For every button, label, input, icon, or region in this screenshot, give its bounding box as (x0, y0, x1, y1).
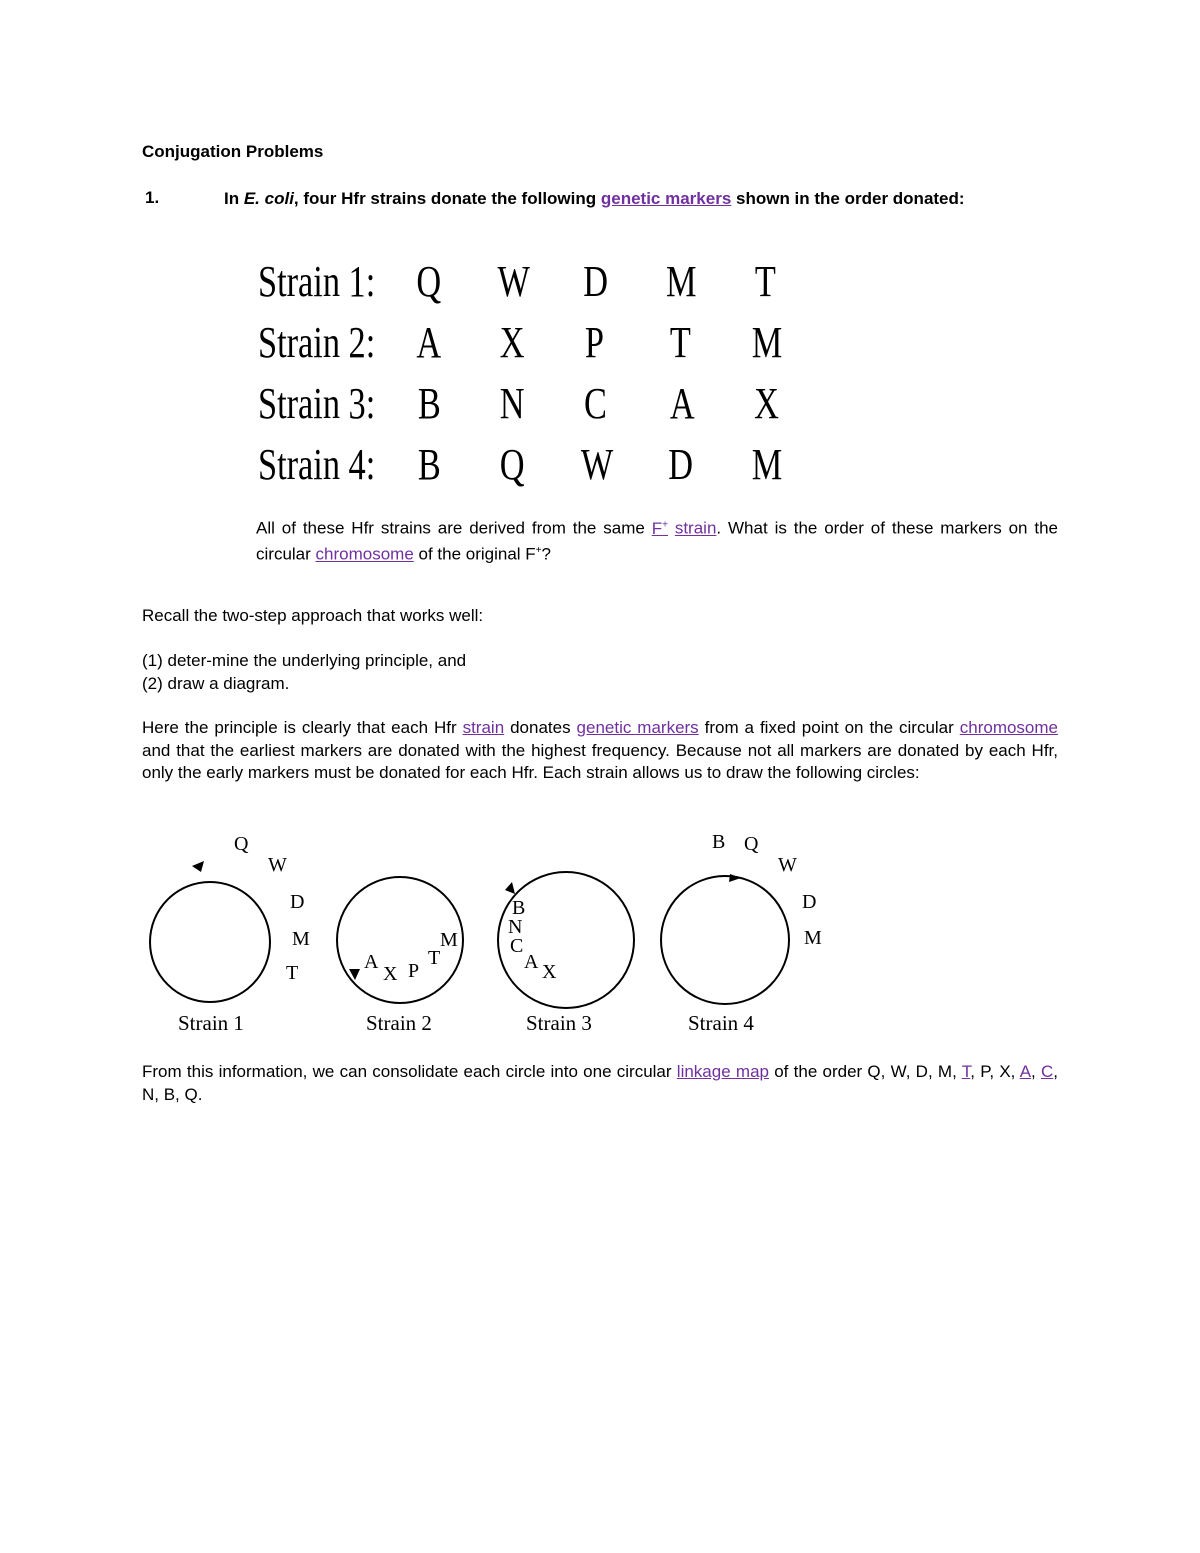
strain-circle-2 (337, 877, 463, 1035)
strain-marker: M (751, 318, 783, 367)
strain-label: Strain 1: (258, 257, 376, 306)
superscript-plus: + (662, 519, 668, 530)
marker-label: D (290, 891, 305, 913)
marker-label: Q (744, 833, 759, 855)
link-genetic-markers[interactable]: genetic markers (576, 718, 699, 737)
marker-label: B (712, 831, 726, 853)
chromosome-circle (150, 882, 270, 1002)
principle-text: donates (504, 718, 577, 737)
strain-marker: D (668, 440, 694, 489)
strain-marker: C (584, 379, 607, 428)
strain-marker: M (665, 257, 697, 306)
superscript-plus: + (535, 545, 542, 557)
marker-label: T (428, 947, 441, 969)
link-chromosome[interactable]: chromosome (315, 544, 414, 564)
marker-label: C (510, 935, 524, 957)
marker-label: X (542, 961, 557, 983)
strain-marker: W (580, 440, 614, 489)
marker-label: B (512, 897, 526, 919)
arrow-icon (192, 861, 204, 872)
link-f-text: F (651, 518, 663, 538)
step-two: (2) draw a diagram. (142, 674, 290, 693)
question-number: 1. (145, 188, 160, 207)
circles-svg (140, 828, 840, 1040)
link-linkage-map[interactable]: linkage map (676, 1062, 769, 1081)
strain-caption: Strain 2 (366, 1011, 432, 1035)
principle-paragraph (142, 717, 1058, 785)
strain-circle-3 (498, 872, 634, 1035)
strain-caption: Strain 1 (178, 1011, 244, 1035)
marker-label: M (440, 929, 458, 951)
organism-name: E. coli (243, 189, 294, 208)
conclusion-text: , (1031, 1062, 1041, 1081)
strain-marker: T (669, 318, 691, 367)
page-title: Conjugation Problems (142, 142, 324, 161)
marker-label: X (383, 963, 398, 985)
strain-marker: D (583, 257, 609, 306)
marker-label: T (286, 962, 299, 984)
strain-marker: B (417, 379, 441, 428)
strain-label: Strain 3: (258, 379, 376, 428)
conclusion-text: From this information, we can consolidate each circle into one circular (142, 1062, 677, 1081)
chromosome-circle (661, 876, 789, 1004)
link-f-plus[interactable] (652, 519, 668, 538)
link-genetic-markers[interactable]: genetic markers (600, 189, 732, 208)
question-text-part: , four Hfr strains donate the following (293, 189, 601, 208)
link-marker-a[interactable]: A (1019, 1062, 1032, 1081)
marker-label: Q (234, 833, 249, 855)
arrow-icon (505, 882, 515, 894)
strain-caption: Strain 3 (526, 1011, 592, 1035)
followup-text: ? (541, 544, 551, 564)
strain-marker: A (669, 379, 695, 428)
principle-text: Here the principle is clearly that each Hfr (142, 718, 463, 737)
conclusion-text: , P, X, (970, 1062, 1020, 1081)
question-text-part: In (224, 189, 244, 208)
strain-marker: Q (499, 440, 525, 489)
marker-label: N (508, 916, 523, 938)
marker-label: W (268, 854, 287, 876)
link-marker-t[interactable]: T (961, 1062, 971, 1081)
question-followup (256, 514, 1058, 566)
followup-text: . What is the order of these markers on the circular (256, 518, 1059, 564)
recall-text: Recall the two-step approach that works well: (142, 606, 484, 625)
strain-marker: N (499, 379, 525, 428)
conclusion-paragraph (142, 1061, 1058, 1106)
link-strain[interactable]: strain (462, 718, 505, 737)
strain-marker: P (584, 318, 604, 367)
marker-label: A (364, 951, 379, 973)
strain-marker: Q (416, 257, 442, 306)
link-strain[interactable]: strain (674, 518, 717, 538)
strain-caption: Strain 4 (688, 1011, 754, 1035)
question-text (224, 188, 1058, 210)
strain-marker: X (499, 318, 525, 367)
question-text-part: shown in the order donated: (731, 189, 965, 208)
conclusion-text: of the order Q, W, D, M, (768, 1062, 962, 1081)
marker-label: M (292, 928, 310, 950)
marker-label: M (804, 927, 822, 949)
strain-marker: M (751, 440, 783, 489)
strain-marker: W (497, 257, 530, 306)
followup-text: All of these Hfr strains are derived from the same (256, 518, 652, 538)
marker-label: P (408, 960, 420, 982)
strain-circle-1 (150, 833, 310, 1035)
followup-text: of the original F (413, 544, 536, 564)
link-chromosome[interactable]: chromosome (959, 718, 1059, 737)
marker-label: W (778, 854, 797, 876)
strain-label: Strain 4: (258, 440, 376, 489)
strain-marker: A (416, 318, 442, 367)
conclusion-text: , N, B, Q. (142, 1062, 1059, 1104)
principle-text: and that the earliest markers are donated with the highest frequency. Because not all markers are donated by each Hfr, only the early markers must be donated for each Hfr. Each strain allows us to draw the following circles: (142, 740, 1058, 782)
marker-label: D (802, 891, 817, 913)
strain-circle-4 (661, 831, 822, 1035)
principle-text: from a fixed point on the circular (698, 718, 960, 737)
strain-marker: T (754, 257, 776, 306)
marker-label: A (524, 951, 539, 973)
strain-marker: B (417, 440, 441, 489)
strain-marker: X (754, 379, 779, 428)
step-one: (1) deter-mine the underlying principle, and (142, 651, 467, 670)
link-marker-c[interactable]: C (1041, 1062, 1054, 1081)
arrow-icon (729, 874, 741, 882)
strain-label: Strain 2: (258, 318, 376, 367)
strain-circles-diagram (140, 828, 840, 1040)
